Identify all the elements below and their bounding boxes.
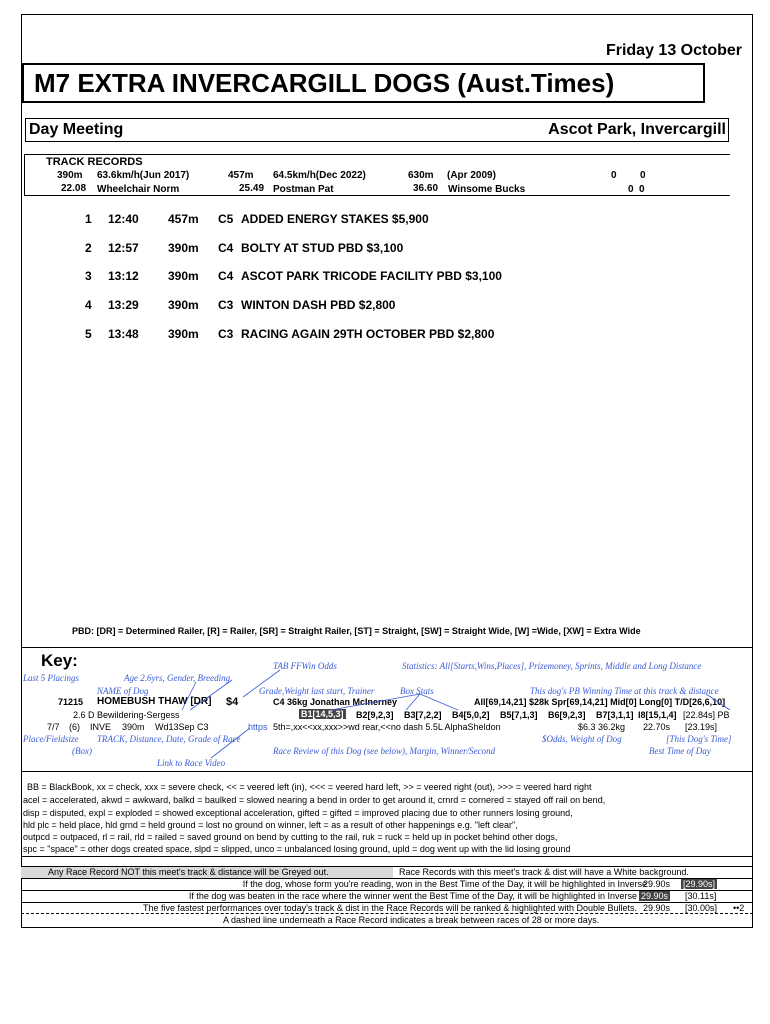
race-distance: 457m [168, 212, 199, 226]
note-won-inverse: [29.90s] [683, 879, 716, 889]
tr-time: 25.49 [239, 183, 265, 194]
note-row-background [21, 866, 753, 878]
ann-name: NAME of Dog [97, 686, 149, 696]
race-time: 13:12 [108, 269, 139, 283]
divider [21, 856, 753, 857]
ex-box2-stats: B2[9,2,3] [356, 710, 394, 720]
track-records-label: TRACK RECORDS [46, 156, 143, 168]
ex-box7-stats: B7[3,1,1] [596, 710, 634, 720]
note-fastest-dog-time: [30.00s] [685, 903, 718, 913]
ann-tab-ffwin: TAB FFWin Odds [273, 661, 337, 671]
note-fastest-time: 29.90s [643, 903, 671, 913]
tr-dist: 390m [57, 170, 83, 181]
tr-speed: 0 [640, 170, 646, 181]
race-distance: 390m [168, 269, 199, 283]
venue: Ascot Park, Invercargill [548, 121, 726, 138]
race-distance: 390m [168, 298, 199, 312]
tr-speed: 64.5km/h(Dec 2022) [273, 170, 366, 181]
tr-speed: 63.6km/h(Jun 2017) [97, 170, 190, 181]
race-time: 13:48 [108, 327, 139, 341]
divider [21, 647, 753, 648]
race-name[interactable]: ASCOT PARK TRICODE FACILITY PBD $3,100 [241, 269, 502, 283]
glossary-line: hld plc = held place, hld grnd = held ground = lost no ground on winner, left = as a result of other happenings e.g. "left clear", [23, 820, 518, 830]
tr-dist: 0 [611, 170, 617, 181]
ex-odds: $4 [226, 696, 239, 708]
race-number: 4 [85, 298, 92, 312]
race-number: 5 [85, 327, 92, 341]
tr-dog: Winsome Bucks [448, 184, 526, 195]
race-grade: C4 [218, 241, 234, 255]
meeting-type: Day Meeting [29, 121, 124, 138]
glossary-line: disp = disputed, expl = exploded = showed exceptional acceleration, gifted = gifted = improved placing due to other runners losing ground, [23, 808, 573, 818]
tr-time: 0 [628, 184, 634, 195]
double-bullets: ••2 [733, 903, 745, 913]
ex-all-stats: All[69,14,21] $28k Spr[69,14,21] Mid[0] Long[0] T/D[26,6,10] [474, 697, 726, 707]
key-heading: Key: [41, 651, 78, 670]
tr-time: 22.08 [61, 183, 87, 194]
race-grade: C3 [218, 327, 234, 341]
ann-grade-weight: Grade,Weight last start, Trainer [259, 686, 375, 696]
race-time: 12:40 [108, 212, 139, 226]
note-fastest: The five fastest performances over today's track & dist in the Race Records will be ranked & highlighted with Double Bullets. [143, 903, 637, 913]
ex-pb-time: [22.84s] PB [683, 710, 730, 720]
ann-best-time: Best Time of Day [649, 746, 711, 756]
tr-dist: 457m [228, 170, 254, 181]
ann-last5: Last 5 Placings [23, 673, 80, 683]
ex-placings: 71215 [58, 697, 84, 707]
note-beaten: If the dog was beaten in the race where the winner went the Best Time of the Day, it will be highlighted in Inverse [188, 891, 637, 901]
tr-time: 36.60 [413, 183, 439, 194]
ex-box: (6) [69, 722, 80, 732]
race-distance: 390m [168, 241, 199, 255]
race-name[interactable]: BOLTY AT STUD PBD $3,100 [241, 241, 404, 255]
ann-video: Link to Race Video [157, 758, 226, 768]
ex-grade-trainer: C4 36kg Jonathan McInerney [273, 697, 398, 707]
meeting-bar [25, 118, 729, 142]
ex-dog-name: HOMEBUSH THAW [DR] [97, 696, 212, 707]
race-number: 1 [85, 212, 92, 226]
ex-track: INVE [90, 722, 112, 732]
tr-dog: Wheelchair Norm [97, 184, 180, 195]
race-grade: C4 [218, 269, 234, 283]
glossary-line: BB = BlackBook, xx = check, xxx = severe check, << = veered left (in), <<< = veered hard left, >> = veered right (out), >>> = veered hard right [27, 782, 592, 792]
divider [21, 771, 753, 772]
race-time: 12:57 [108, 241, 139, 255]
ex-review: 5th=,xx<<xx,xxx>>wd rear,<<no dash 5.5L AlphaSheldon [273, 722, 501, 732]
note-beaten-inverse: 29.90s [641, 891, 669, 901]
ex-box4-stats: B4[5,0,2] [452, 710, 490, 720]
meeting-date: Friday 13 October [605, 42, 742, 59]
note-row-beaten [21, 890, 753, 902]
race-video-link[interactable]: https [248, 722, 268, 732]
note-row-fastest [21, 902, 753, 914]
tr-dist: 630m [408, 170, 434, 181]
note-grey: Any Race Record NOT this meet's track & distance will be Greyed out. [48, 867, 329, 877]
ann-place-field: Place/Fieldsize [23, 734, 79, 744]
ann-box: (Box) [72, 746, 92, 756]
ex-dist: 390m [122, 722, 145, 732]
ex-dog-time: [23.19s] [685, 722, 718, 732]
pbd-legend: PBD: [DR] = Determined Railer, [R] = Railer, [SR] = Straight Railer, [ST] = Straight, [SW] = Straight Wide, [W] =Wide, [XW] = Extra Wide [72, 626, 641, 636]
race-name[interactable]: RACING AGAIN 29TH OCTOBER PBD $2,800 [241, 327, 495, 341]
race-number: 3 [85, 269, 92, 283]
race-distance: 390m [168, 327, 199, 341]
ex-box8-stats: I8[15,1,4] [638, 710, 677, 720]
race-time: 13:29 [108, 298, 139, 312]
ann-race-review: Race Review of this Dog (see below), Margin, Winner/Second [273, 746, 496, 756]
race-grade: C5 [218, 212, 234, 226]
note-won: If the dog, whose form you're reading, won in the Best Time of the Day, it will be highlighted in Inverse [242, 879, 647, 889]
note-row-dashed [21, 915, 753, 927]
ex-box5-stats: B5[7,1,3] [500, 710, 538, 720]
note-row-won [21, 878, 753, 890]
note-white: Race Records with this meet's track & dist will have a White background. [399, 867, 689, 877]
ex-age-breeding: 2.6 D Bewildering-Sergess [73, 710, 180, 720]
note-dashed: A dashed line underneath a Race Record indicates a break between races of 28 or more days. [223, 915, 600, 925]
ann-this-time: [This Dog's Time] [666, 734, 732, 744]
ann-box-stats: Box Stats [400, 686, 434, 696]
ann-age: Age 2.6yrs, Gender, Breeding [124, 673, 231, 683]
ex-box3-stats: B3[7,2,2] [404, 710, 442, 720]
tr-dog: 0 [639, 184, 645, 195]
ex-place: 7/7 [47, 722, 60, 732]
race-name[interactable]: WINTON DASH PBD $2,800 [241, 298, 396, 312]
page-title: M7 EXTRA INVERCARGILL DOGS (Aust.Times) [22, 63, 705, 103]
glossary-line: acel = accelerated, akwd = awkward, balkd = baulked = slowed nearing a bend in order to get around it, crnrd = cornered = stayed off rail on bend, [23, 795, 606, 805]
ex-box6-stats: B6[9,2,3] [548, 710, 586, 720]
glossary-line: outpcd = outpaced, rl = rail, rld = railed = saved ground on bend by cutting to the rail, ruk = ruck = held up in pocket behind other dogs, [23, 832, 558, 842]
note-won-time: 29.90s [643, 879, 671, 889]
glossary-line: spc = "space" = other dogs created space, slpd = slipped, unco = unbalanced losing ground, upld = dog went up with the lid losing ground [23, 844, 571, 854]
ex-box1-stats: B1[14,5,3] [301, 709, 344, 719]
ann-pb: This dog's PB Winning Time at this track & distance [530, 686, 719, 696]
ex-date-grade: Wd13Sep C3 [155, 722, 209, 732]
ex-best-time: 22.70s [643, 722, 671, 732]
note-beaten-time: [30.11s] [685, 891, 717, 901]
race-grade: C3 [218, 298, 234, 312]
ann-sodds: $Odds, Weight of Dog [542, 734, 622, 744]
ann-track-dist: TRACK, Distance, Date, Grade of Race [97, 734, 241, 744]
race-number: 2 [85, 241, 92, 255]
notes-block [21, 866, 753, 928]
tr-dog: Postman Pat [273, 184, 334, 195]
tr-speed: (Apr 2009) [447, 170, 496, 181]
ann-statistics: Statistics: All[Starts,Wins,Places], Prizemoney, Sprints, Middle and Long Distance [402, 661, 702, 671]
race-name[interactable]: ADDED ENERGY STAKES $5,900 [241, 212, 429, 226]
ex-odds-weight: $6.3 36.2kg [578, 722, 626, 732]
